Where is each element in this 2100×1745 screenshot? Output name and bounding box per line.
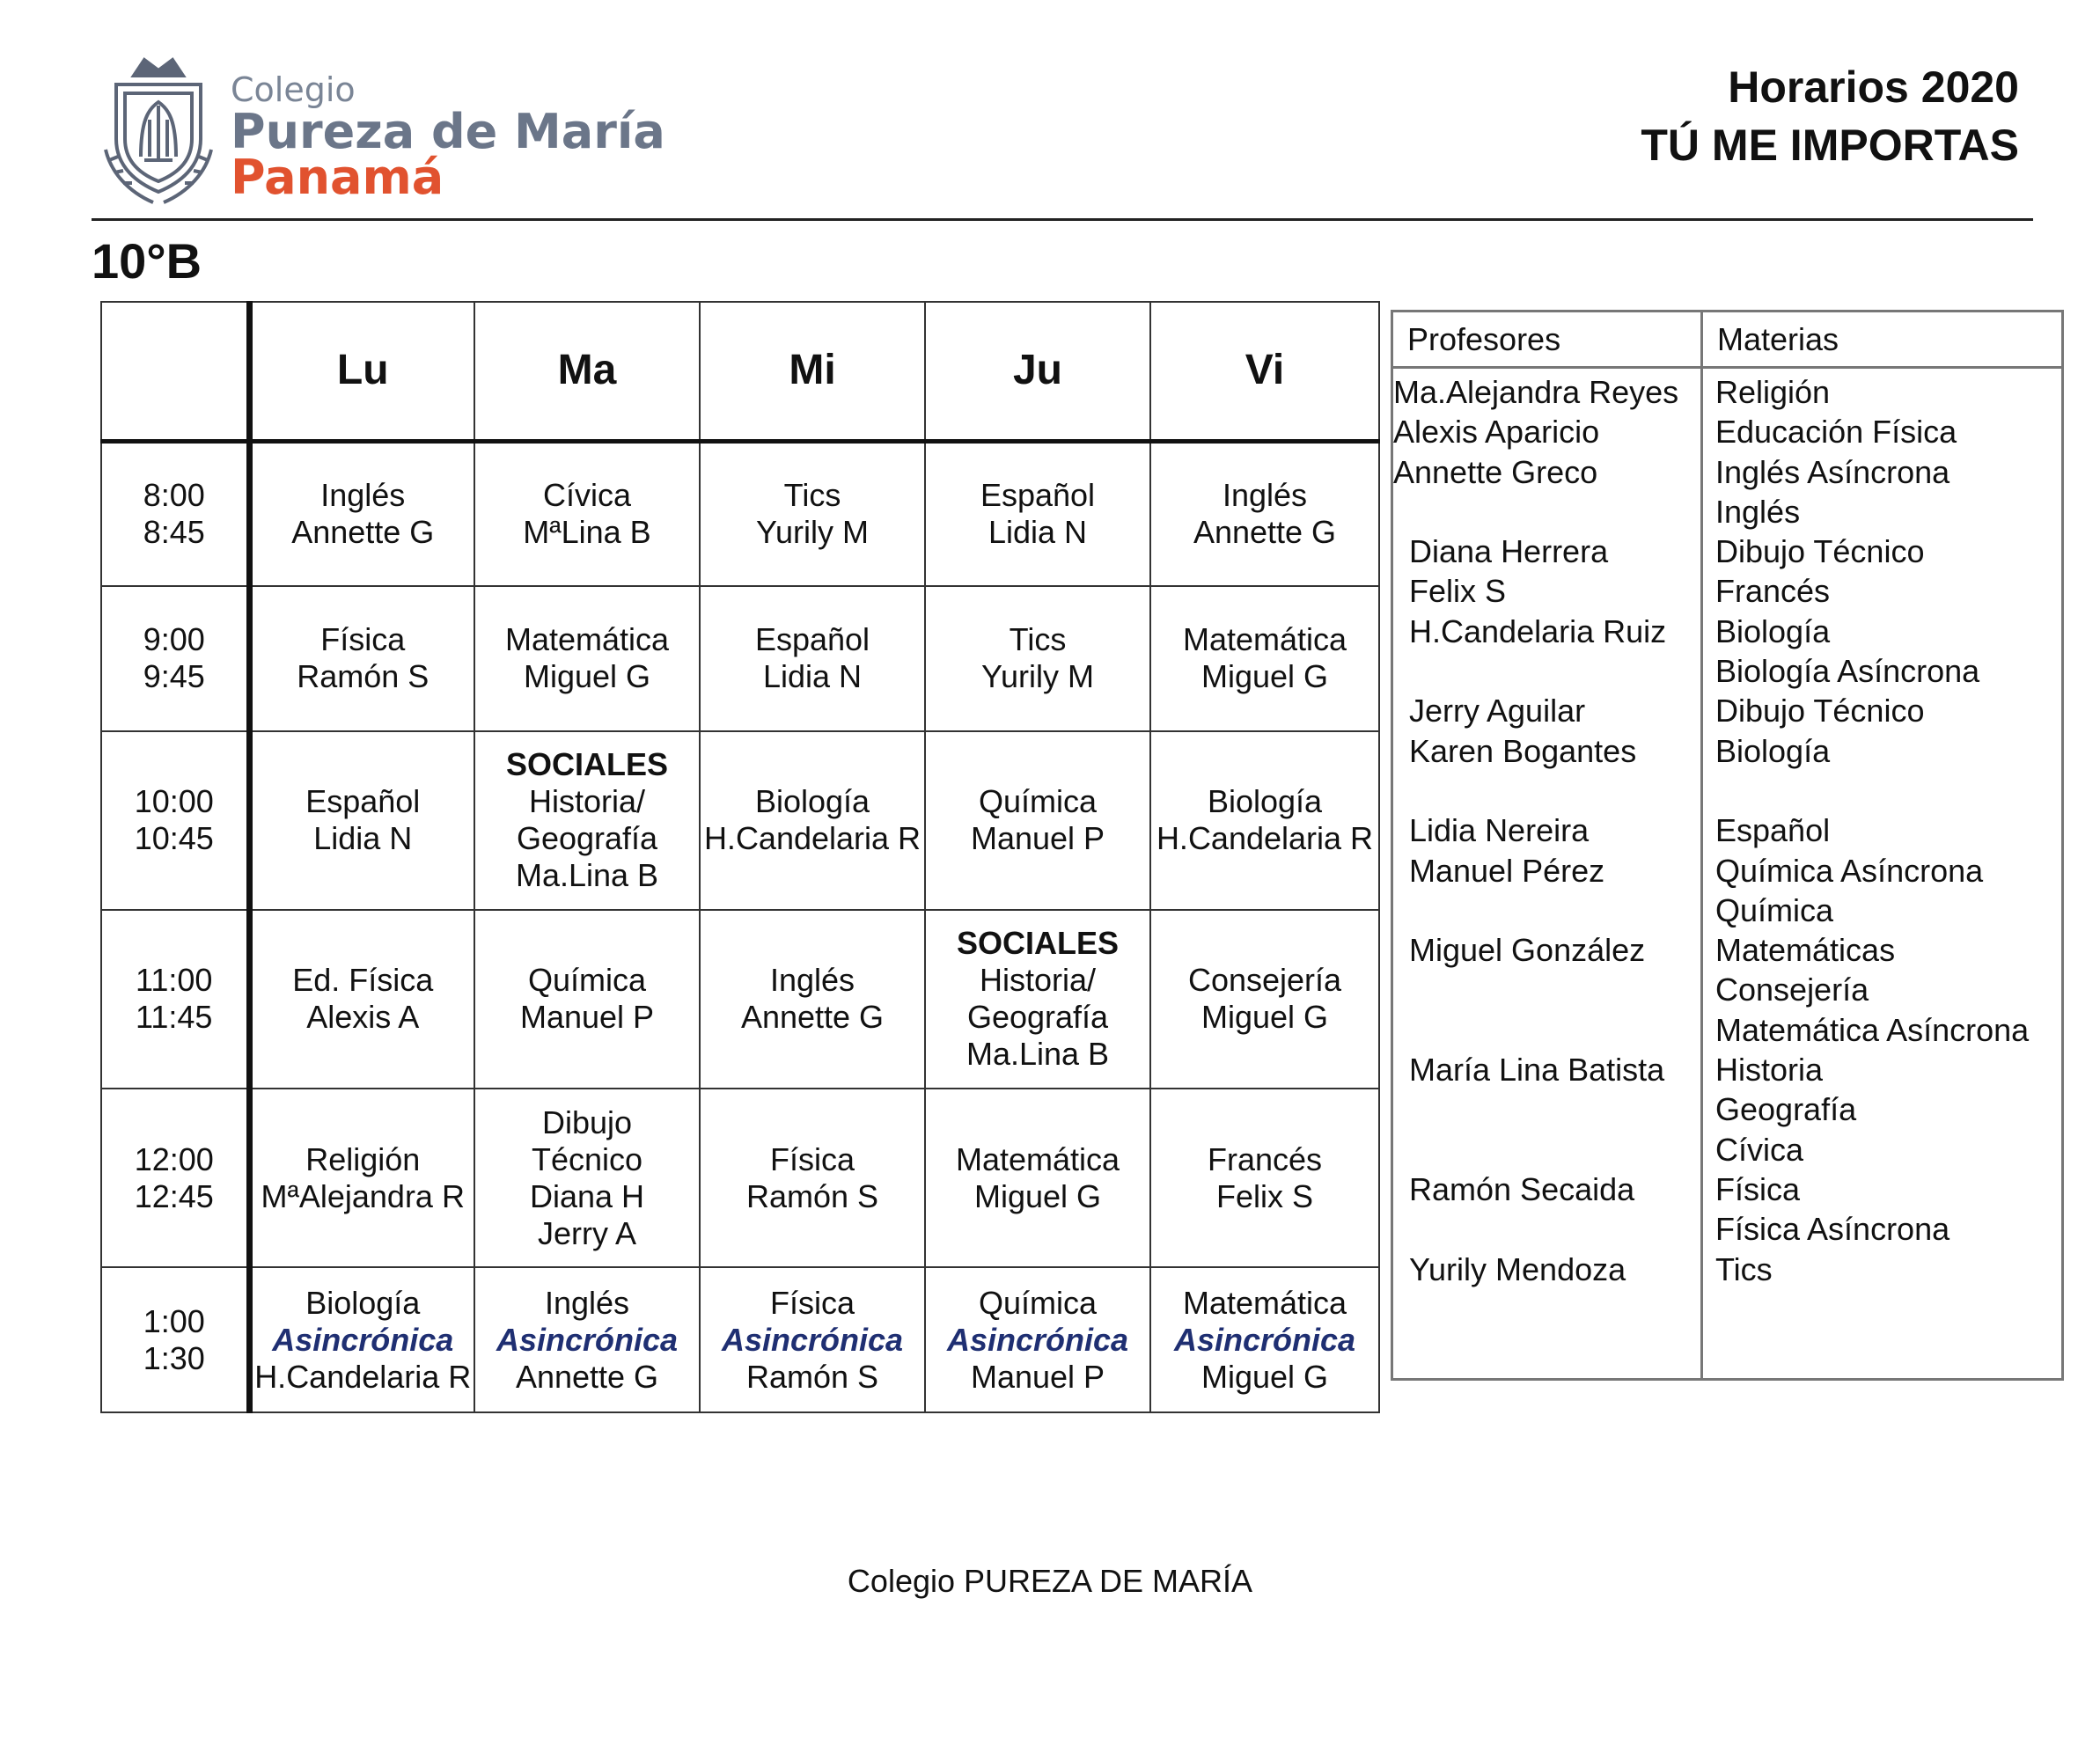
subject-name: Tics xyxy=(1009,621,1067,658)
class-cell xyxy=(1150,441,1379,586)
teacher-name: Felix S xyxy=(1215,1177,1314,1214)
class-cell xyxy=(925,1267,1150,1412)
subject-name: Matemática xyxy=(1182,621,1347,658)
subject-name: Química xyxy=(978,1284,1098,1321)
subject-name: Geografía xyxy=(516,820,658,857)
subject-name: Religión xyxy=(305,1140,421,1177)
subjects-list xyxy=(1703,369,2061,1289)
footer-text: Colegio PUREZA DE MARÍA xyxy=(847,1563,1253,1599)
teacher-name: Ma.Lina B xyxy=(966,1036,1110,1073)
subject-name: Tics xyxy=(783,477,841,514)
teacher-item: Ramón Secaida xyxy=(1409,1170,1635,1207)
subject-item: Física Asíncrona xyxy=(1715,1211,1950,1248)
teachers-list xyxy=(1393,369,1700,1289)
class-cell xyxy=(1150,1267,1379,1412)
class-cell xyxy=(474,441,700,586)
subject-name: Geografía xyxy=(966,999,1109,1036)
subject-name: Biología xyxy=(1207,783,1323,820)
async-badge: Asincrónica xyxy=(721,1321,904,1358)
start-time: 10:00 xyxy=(134,783,214,820)
subject-item: Química xyxy=(1715,891,1834,928)
course-label: 10°B xyxy=(92,233,202,289)
teacher-name: Ma.Lina B xyxy=(515,857,659,894)
day-header: Mi xyxy=(700,302,925,441)
teacher-name: Annette G xyxy=(291,514,435,551)
subject-item: Inglés xyxy=(1715,493,1801,530)
teacher-name: Miguel G xyxy=(523,658,651,695)
async-badge: Asincrónica xyxy=(272,1321,454,1358)
header-divider xyxy=(92,218,2033,221)
class-cell xyxy=(249,910,474,1089)
teacher-name: Ramón S xyxy=(745,1177,879,1214)
start-time: 9:00 xyxy=(143,621,205,658)
legend-header-subjects: Materias xyxy=(1702,312,2063,368)
subject-item: Biología Asíncrona xyxy=(1715,653,1980,690)
teacher-name: Miguel G xyxy=(1201,1358,1329,1395)
teacher-item: Diana Herrera xyxy=(1409,533,1609,570)
class-cell xyxy=(700,910,925,1089)
day-header: Ma xyxy=(474,302,700,441)
day-header: Ju xyxy=(925,302,1150,441)
subject-item xyxy=(1703,771,2061,810)
class-cell xyxy=(474,586,700,731)
subject-item: Religión xyxy=(1715,374,1831,410)
teacher-name: Manuel P xyxy=(970,1358,1105,1395)
teacher-name: H.Candelaria R xyxy=(254,1358,472,1395)
class-cell xyxy=(700,441,925,586)
time-slot xyxy=(101,1089,249,1267)
teacher-item xyxy=(1393,1209,1700,1249)
subject-name: Español xyxy=(305,783,421,820)
class-cell xyxy=(1150,1089,1379,1267)
class-cell xyxy=(700,1267,925,1412)
subject-item: Educación Física xyxy=(1715,414,1957,451)
schedule-row xyxy=(101,441,1379,586)
teacher-name: H.Candelaria R xyxy=(703,820,922,857)
teacher-name: Alexis A xyxy=(306,999,420,1036)
end-time: 9:45 xyxy=(143,658,205,695)
teacher-name: H.Candelaria R xyxy=(1156,820,1374,857)
teacher-name: MªLina B xyxy=(523,514,651,551)
subject-name: Historia/ xyxy=(979,962,1097,999)
subject-item: Dibujo Técnico xyxy=(1715,533,1925,570)
time-slot xyxy=(101,910,249,1089)
subject-name: Técnico xyxy=(531,1140,643,1177)
class-cell xyxy=(249,1267,474,1412)
subject-item: Geografía xyxy=(1715,1091,1857,1128)
teacher-item xyxy=(1393,492,1700,532)
teacher-item: Felix S xyxy=(1409,573,1507,610)
teacher-name: Manuel P xyxy=(519,999,655,1036)
teacher-item xyxy=(1393,1130,1700,1169)
teacher-item xyxy=(1393,1010,1700,1050)
class-cell xyxy=(249,586,474,731)
end-time: 11:45 xyxy=(136,999,213,1036)
subject-item: Francés xyxy=(1715,573,1831,610)
schedule-table xyxy=(100,301,1380,1413)
schedule-row xyxy=(101,731,1379,910)
class-cell xyxy=(474,1089,700,1267)
subject-name: Dibujo xyxy=(541,1103,633,1140)
teacher-item: Manuel Pérez xyxy=(1409,852,1605,889)
subject-item: Historia xyxy=(1715,1052,1824,1089)
subject-item: Matemática Asíncrona xyxy=(1715,1011,2030,1048)
teacher-name: Ramón S xyxy=(745,1358,879,1395)
subject-name: Biología xyxy=(754,783,870,820)
header-titles xyxy=(1641,58,2019,174)
start-time: 12:00 xyxy=(134,1140,214,1177)
class-cell xyxy=(1150,910,1379,1089)
async-badge: Asincrónica xyxy=(1173,1321,1356,1358)
section-label: SOCIALES xyxy=(956,925,1120,962)
subject-name: Matemática xyxy=(955,1140,1120,1177)
teacher-name: Yurily M xyxy=(980,658,1095,695)
subject-item: Tics xyxy=(1715,1250,1773,1287)
teacher-name: Miguel G xyxy=(973,1177,1102,1214)
schedule-row xyxy=(101,1267,1379,1412)
school-logo xyxy=(99,51,665,209)
teacher-item: Annette Greco xyxy=(1393,453,1598,490)
teacher-name: Annette G xyxy=(1193,514,1337,551)
class-cell xyxy=(925,441,1150,586)
class-cell xyxy=(249,731,474,910)
subject-name: Inglés xyxy=(1222,477,1308,514)
teachers-subjects-table xyxy=(1391,310,2064,1381)
subject-name: Inglés xyxy=(544,1284,630,1321)
subject-name: Inglés xyxy=(320,477,406,514)
class-cell xyxy=(925,731,1150,910)
time-slot xyxy=(101,1267,249,1412)
page-title: Horarios 2020 xyxy=(1728,62,2019,112)
subject-name: Español xyxy=(754,621,870,658)
day-header: Vi xyxy=(1150,302,1379,441)
subject-item: Matemáticas xyxy=(1715,932,1896,969)
subject-name: Química xyxy=(527,962,647,999)
teacher-item: Lidia Nereira xyxy=(1409,812,1590,849)
teacher-item: Jerry Aguilar xyxy=(1409,693,1586,730)
teacher-name: Yurily M xyxy=(755,514,870,551)
time-slot xyxy=(101,586,249,731)
subject-item: Dibujo Técnico xyxy=(1715,693,1925,730)
teacher-name: MªAlejandra R xyxy=(261,1177,465,1214)
class-cell xyxy=(700,731,925,910)
schedule-row xyxy=(101,910,1379,1089)
schedule-row xyxy=(101,1089,1379,1267)
teacher-item xyxy=(1393,970,1700,1009)
teacher-item: Yurily Mendoza xyxy=(1409,1250,1626,1287)
teacher-name: Ramón S xyxy=(297,658,430,695)
teacher-item xyxy=(1393,771,1700,810)
subject-item: Química Asíncrona xyxy=(1715,852,1984,889)
subject-name: Ed. Física xyxy=(292,962,434,999)
class-cell xyxy=(249,1089,474,1267)
start-time: 8:00 xyxy=(143,477,205,514)
teacher-name: Lidia N xyxy=(313,820,413,857)
schedule-row xyxy=(101,586,1379,731)
teacher-name: Annette G xyxy=(740,999,885,1036)
start-time: 11:00 xyxy=(136,962,213,999)
teacher-name: Lidia N xyxy=(762,658,863,695)
subject-name: Consejería xyxy=(1187,962,1342,999)
subject-item: Cívica xyxy=(1715,1131,1804,1168)
subject-name: Francés xyxy=(1207,1140,1323,1177)
class-cell xyxy=(700,1089,925,1267)
schedule-header-row xyxy=(101,302,1379,441)
end-time: 8:45 xyxy=(143,514,205,551)
async-badge: Asincrónica xyxy=(946,1321,1129,1358)
subject-item: Consejería xyxy=(1715,971,1869,1008)
corner-cell xyxy=(101,302,249,441)
class-cell xyxy=(474,910,700,1089)
teacher-name: Manuel P xyxy=(970,820,1105,857)
end-time: 10:45 xyxy=(134,820,214,857)
class-cell xyxy=(474,731,700,910)
subject-name: Física xyxy=(320,621,406,658)
subject-name: Física xyxy=(769,1284,855,1321)
teacher-name: Miguel G xyxy=(1201,999,1329,1036)
class-cell xyxy=(1150,586,1379,731)
logo-text-country: Panamá xyxy=(231,150,444,205)
subject-name: Matemática xyxy=(1182,1284,1347,1321)
teacher-item: Miguel González xyxy=(1409,932,1646,969)
teacher-item xyxy=(1393,1089,1700,1129)
teacher-item xyxy=(1393,651,1700,691)
subject-name: Química xyxy=(978,783,1098,820)
subject-item: Biología xyxy=(1715,732,1831,769)
subject-name: Física xyxy=(769,1140,855,1177)
motto: TÚ ME IMPORTAS xyxy=(1641,121,2019,170)
teacher-name: Miguel G xyxy=(1201,658,1329,695)
class-cell xyxy=(925,1089,1150,1267)
school-crest-icon xyxy=(99,51,218,208)
subject-item: Física xyxy=(1715,1170,1801,1207)
end-time: 1:30 xyxy=(143,1339,205,1376)
subject-name: Biología xyxy=(305,1284,421,1321)
class-cell xyxy=(1150,731,1379,910)
teacher-item: María Lina Batista xyxy=(1409,1052,1665,1089)
teacher-item: Alexis Aparicio xyxy=(1393,414,1600,451)
end-time: 12:45 xyxy=(134,1177,214,1214)
teacher-item: Karen Bogantes xyxy=(1409,732,1637,769)
subject-name: Diana H xyxy=(529,1177,645,1214)
teacher-item: Ma.Alejandra Reyes xyxy=(1393,374,1679,410)
class-cell xyxy=(474,1267,700,1412)
time-slot xyxy=(101,731,249,910)
subject-name: Inglés xyxy=(769,962,855,999)
legend-header-teachers: Profesores xyxy=(1392,312,1702,368)
section-label: SOCIALES xyxy=(505,746,669,783)
teacher-item: H.Candelaria Ruiz xyxy=(1409,612,1667,649)
class-cell xyxy=(925,910,1150,1089)
class-cell xyxy=(249,441,474,586)
subject-name: Matemática xyxy=(504,621,670,658)
class-cell xyxy=(700,586,925,731)
logo-text-colegio: Colegio xyxy=(231,70,356,109)
subject-name: Español xyxy=(980,477,1096,514)
subject-item: Biología xyxy=(1715,612,1831,649)
teacher-name: Lidia N xyxy=(988,514,1088,551)
day-header: Lu xyxy=(249,302,474,441)
subject-item: Inglés Asíncrona xyxy=(1715,453,1950,490)
logo-text-name: Pureza de María xyxy=(231,104,665,159)
subject-name: Cívica xyxy=(542,477,632,514)
subject-item: Español xyxy=(1715,812,1831,849)
async-badge: Asincrónica xyxy=(496,1321,679,1358)
teacher-item xyxy=(1393,891,1700,930)
time-slot xyxy=(101,441,249,586)
teacher-name: Annette G xyxy=(515,1358,659,1395)
start-time: 1:00 xyxy=(143,1302,205,1339)
subject-name: Historia/ xyxy=(528,783,646,820)
teacher-name: Jerry A xyxy=(537,1214,637,1251)
class-cell xyxy=(925,586,1150,731)
